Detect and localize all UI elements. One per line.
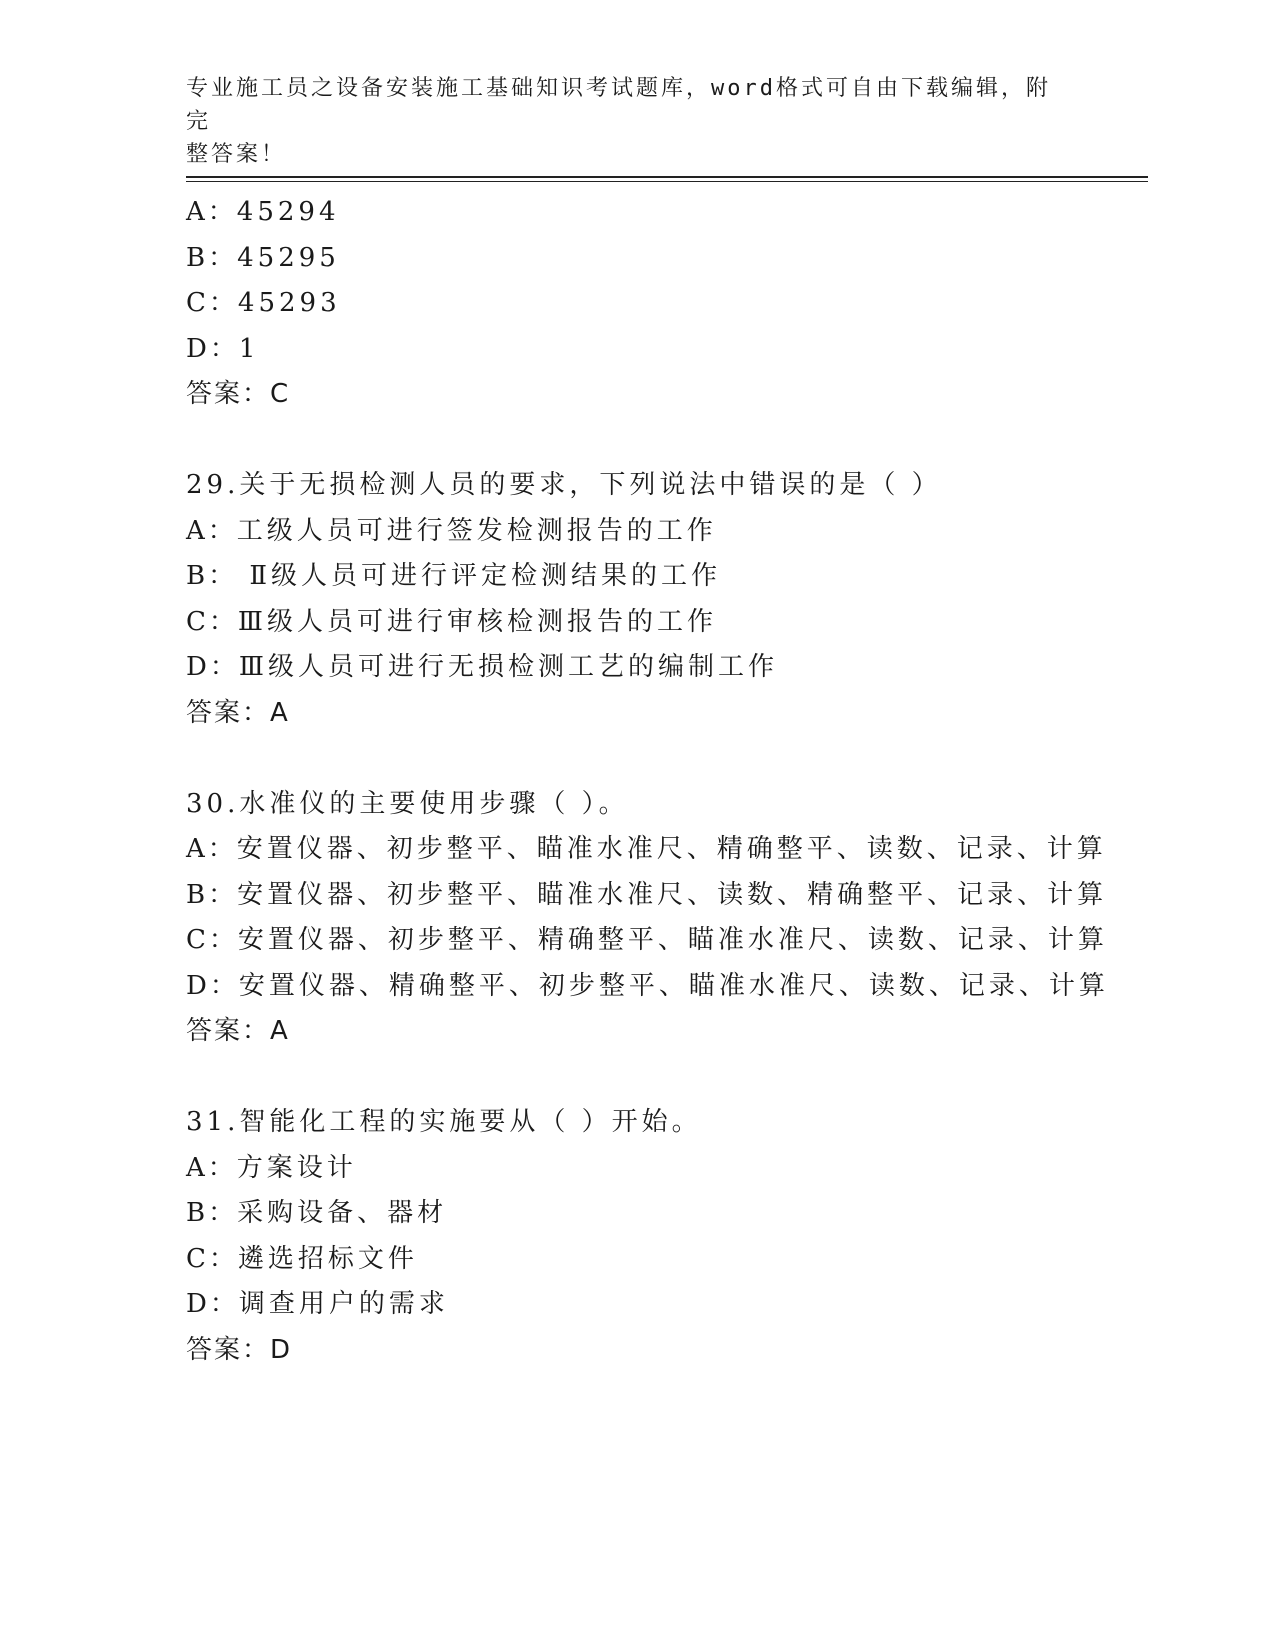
header-divider-thin bbox=[186, 181, 1148, 182]
option-a: A：45294 bbox=[186, 197, 340, 227]
option-b: B：安置仪器、初步整平、瞄准水准尺、读数、精确整平、记录、计算 bbox=[186, 879, 1108, 910]
header-title-line-1: 专业施工员之设备安装施工基础知识考试题库，word格式可自由下载编辑，附完 bbox=[186, 76, 1051, 134]
question-block-31 bbox=[186, 1100, 1146, 1373]
spacer bbox=[186, 736, 1146, 782]
option-a: A：方案设计 bbox=[186, 1152, 357, 1183]
question-block-29 bbox=[186, 463, 1146, 736]
question-list bbox=[186, 190, 1146, 1373]
option-b: B： Ⅱ级人员可进行评定检测结果的工作 bbox=[186, 561, 722, 591]
question-text: 30.水准仪的主要使用步骤（ ）。 bbox=[186, 788, 629, 819]
question-block-28 bbox=[186, 190, 1146, 418]
answer-label: 答案： bbox=[186, 1334, 271, 1365]
question-block-30 bbox=[186, 782, 1146, 1055]
option-c: C：安置仪器、初步整平、精确整平、瞄准水准尺、读数、记录、计算 bbox=[186, 925, 1108, 955]
option-a: A：工级人员可进行签发检测报告的工作 bbox=[186, 515, 717, 546]
answer-label: 答案： bbox=[186, 697, 271, 728]
option-b: B：采购设备、器材 bbox=[186, 1198, 448, 1228]
option-d: D：Ⅲ级人员可进行无损检测工艺的编制工作 bbox=[186, 652, 778, 682]
option-c: C：45293 bbox=[186, 288, 341, 318]
option-c: C：遴选招标文件 bbox=[186, 1243, 418, 1274]
answer-value: D bbox=[270, 1334, 293, 1365]
option-a: A：安置仪器、初步整平、瞄准水准尺、精确整平、读数、记录、计算 bbox=[186, 834, 1107, 864]
answer-label: 答案： bbox=[186, 379, 271, 409]
answer-value: A bbox=[270, 697, 290, 728]
option-d: D：安置仪器、精确整平、初步整平、瞄准水准尺、读数、记录、计算 bbox=[186, 970, 1109, 1001]
answer-label: 答案： bbox=[186, 1016, 271, 1046]
answer-line bbox=[186, 691, 1146, 737]
answer-value: C bbox=[270, 379, 291, 409]
document-header bbox=[186, 72, 1066, 171]
question-text: 31.智能化工程的实施要从（ ）开始。 bbox=[186, 1107, 702, 1137]
question-text: 29.关于无损检测人员的要求，下列说法中错误的是（ ） bbox=[186, 470, 942, 500]
spacer bbox=[186, 418, 1146, 464]
spacer bbox=[186, 1055, 1146, 1101]
header-divider-thick bbox=[186, 176, 1148, 178]
option-b: B：45295 bbox=[186, 242, 340, 273]
answer-value: A bbox=[270, 1016, 290, 1046]
header-title-line-2: 整答案！ bbox=[186, 142, 287, 167]
answer-line bbox=[186, 1009, 1146, 1055]
answer-line bbox=[186, 372, 1146, 418]
option-c: C：Ⅲ级人员可进行审核检测报告的工作 bbox=[186, 606, 717, 637]
option-d: D：调查用户的需求 bbox=[186, 1289, 449, 1319]
option-d: D：1 bbox=[186, 333, 260, 364]
answer-line bbox=[186, 1328, 1146, 1374]
